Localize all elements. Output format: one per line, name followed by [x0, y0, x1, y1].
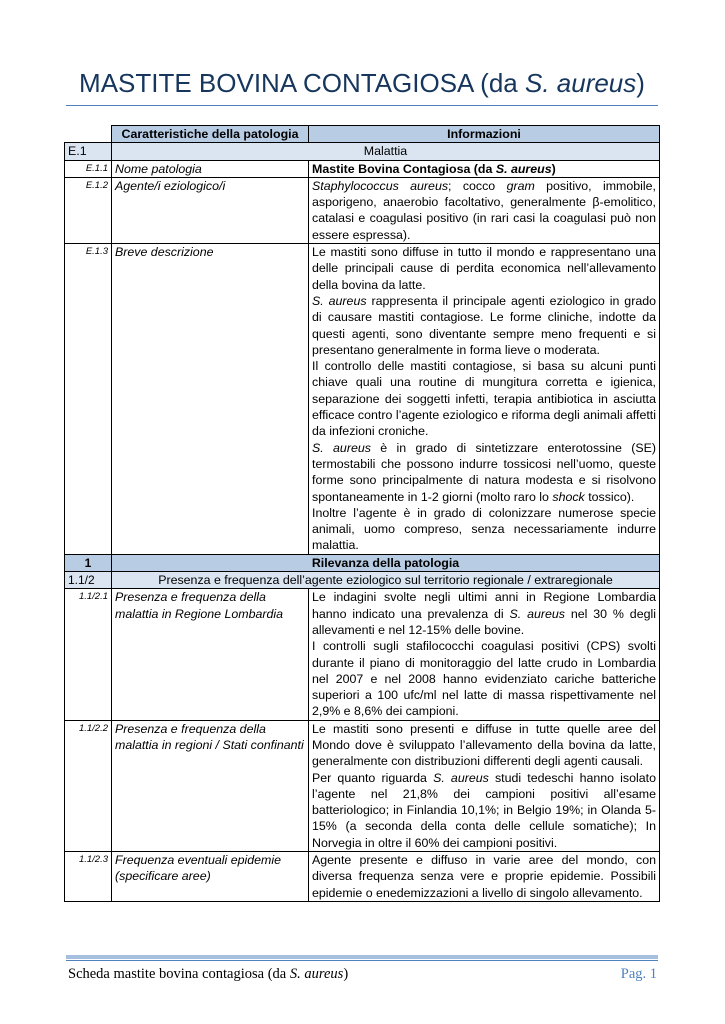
row-info: Le indagini svolte negli ultimi anni in Regione Lombardia hanno indicato una prevalenza di S. aureus nel 30 % degli allevamenti e nel 12-15% delle bovine. I controlli sugli stafilococchi coagulasi positivi (CPS) svolti durante il piano di monitoraggio del latte crudo in Lombardia nel 2007 e nel 2008 hanno evidenziato cariche batteriche superiori a 100 ufc/ml nel latte di massa rispettivamente nel 2,9% e 8,6% dei campioni.: [309, 589, 660, 720]
footer-divider: [66, 955, 658, 959]
row-info: Mastite Bovina Contagiosa (da S. aureus): [309, 160, 660, 177]
table-row: [65, 852, 660, 902]
row-code: 1.1/2.2: [65, 720, 112, 851]
table-row: [65, 177, 660, 243]
row-code: E.1.1: [65, 160, 112, 177]
section-row-e1: [65, 143, 660, 160]
table-header-row: [65, 126, 660, 143]
row-label: Breve descrizione: [112, 244, 309, 555]
section-label: Rilevanza della patologia: [112, 554, 660, 571]
page-number: Pag. 1: [620, 966, 657, 982]
footer-divider-line: [66, 960, 658, 961]
header-information: Informazioni: [309, 126, 660, 143]
section-code: 1.1/2: [65, 572, 112, 589]
table-row: [65, 720, 660, 851]
table-row: [65, 589, 660, 720]
disease-table: [64, 125, 660, 902]
table-row: [65, 244, 660, 555]
row-label: Agente/i eziologico/i: [112, 177, 309, 243]
row-code: E.1.2: [65, 177, 112, 243]
section-row-1: [65, 554, 660, 571]
row-code: E.1.3: [65, 244, 112, 555]
row-code: 1.1/2.3: [65, 852, 112, 902]
header-characteristics: Caratteristiche della patologia: [112, 126, 309, 143]
section-label: Malattia: [112, 143, 660, 160]
row-label: Presenza e frequenza della malattia in regioni / Stati confinanti: [112, 720, 309, 851]
page-title: MASTITE BOVINA CONTAGIOSA (da S. aureus): [79, 68, 645, 98]
section-label: Presenza e frequenza dell’agente eziologico sul territorio regionale / extraregionale: [112, 572, 660, 589]
section-code: E.1: [65, 143, 112, 160]
section-code: 1: [65, 554, 112, 571]
section-row-1-1-2: [65, 572, 660, 589]
row-label: Nome patologia: [112, 160, 309, 177]
row-label: Presenza e frequenza della malattia in Regione Lombardia: [112, 589, 309, 720]
row-info: Le mastiti sono diffuse in tutto il mondo e rappresentano una delle principali cause di perdita economica nell’allevamento della bovina da latte. S. aureus rappresenta il principale agenti eziologico in grado di causare mastiti contagiose. Le forme cliniche, indotte da questi agenti, sono diventante sempre meno frequenti e si presentano generalmente in forma lieve o moderata. Il controllo delle mastiti contagiose, si basa su alcuni punti chiave quali una routine di mungitura corretta e igienica, separazione dei soggetti infetti, terapia antibiotica in asciutta efficace contro l’agente eziologico e riforma degli animali affetti da infezioni croniche. S. aureus è in grado di sintetizzare enterotossine (SE) termostabili che possono indurre tossicosi nell’uomo, queste forme sono principalmente di natura modesta e si risolvono spontaneamente in 1-2 giorni (molto raro lo shock tossico). Inoltre l’agente è in grado di colonizzare numerose specie animali, uomo compreso, senza necessariamente indurre malattia.: [309, 244, 660, 555]
row-info: Agente presente e diffuso in varie aree del mondo, con diversa frequenza senza vere e proprie epidemie. Possibili epidemie o enedemizzazioni a livello di singolo allevamento.: [309, 852, 660, 902]
row-info: Staphylococcus aureus; cocco gram positivo, immobile, asporigeno, anaerobio facoltativo, generalmente β-emolitico, catalasi e coagulasi positivo (in rari casi la coagulasi può non essere espressa).: [309, 177, 660, 243]
table-row: [65, 160, 660, 177]
row-code: 1.1/2.1: [65, 589, 112, 720]
row-label: Frequenza eventuali epidemie (specificare aree): [112, 852, 309, 902]
row-info: Le mastiti sono presenti e diffuse in tutte quelle aree del Mondo dove è sviluppato l’allevamento della bovina da latte, generalmente con distribuzioni differenti degli agenti causali. Per quanto riguarda S. aureus studi tedeschi hanno isolato l’agente nel 21,8% dei campioni positivi all’esame batteriologico; in Finlandia 10,1%; in Belgio 19%; in Olanda 5-15% (a seconda della conta delle cellule somatiche); In Norvegia in oltre il 60% dei campioni positivi.: [309, 720, 660, 851]
footer-document-title: Scheda mastite bovina contagiosa (da S. aureus): [68, 966, 349, 982]
title-divider: [66, 105, 658, 106]
